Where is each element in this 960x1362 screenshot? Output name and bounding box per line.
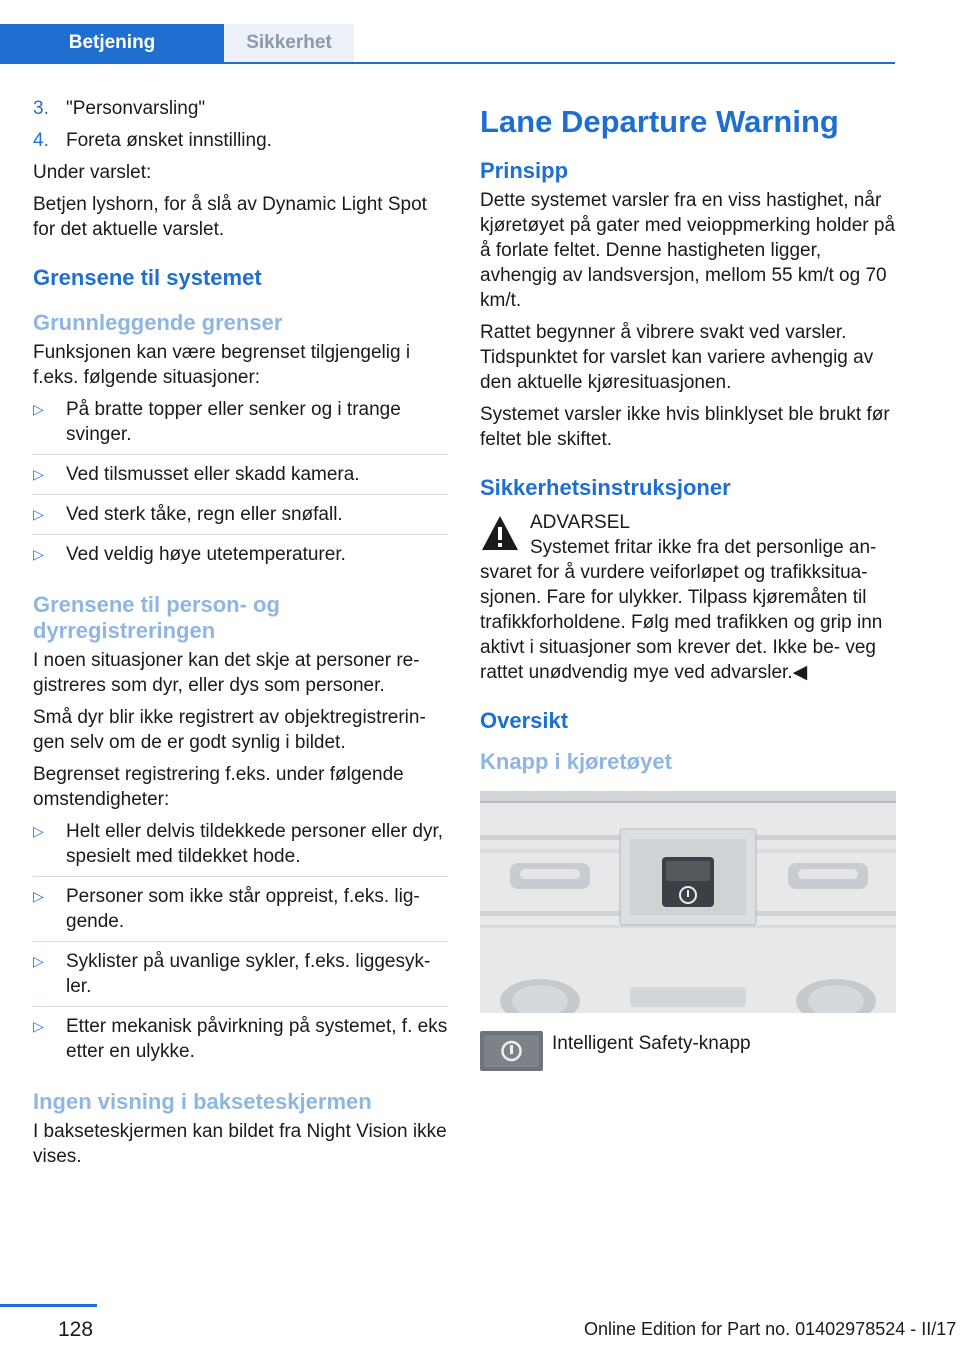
section-heading: Sikkerhetsinstruksjoner — [480, 475, 731, 500]
step-number: 4. — [33, 130, 49, 151]
paragraph: Under varslet: — [33, 162, 152, 183]
list-item-text: På bratte topper eller senker og i trange svinger. — [66, 399, 401, 445]
subsection-heading: Knapp i kjøretøyet — [480, 749, 672, 774]
page-number: 128 — [58, 1318, 94, 1341]
footer-rule — [0, 1304, 97, 1307]
dashboard-photo — [480, 791, 896, 1013]
section-heading: Prinsipp — [480, 158, 569, 183]
step-text: Foreta ønsket innstilling. — [66, 130, 272, 151]
bullet-list — [33, 819, 448, 1071]
list-item-text: Syklister på uvanlige sykler, f.eks. liggesyk‐ ler. — [66, 951, 431, 997]
triangle-bullet-icon: ▷ — [33, 401, 44, 417]
paragraph: Rattet begynner å vibrere svakt ved varsler. Tidspunktet for varslet kan variere avhengig av den aktuelle kjøresituasjonen. — [480, 322, 874, 393]
list-item — [33, 1014, 448, 1071]
list-item — [33, 397, 448, 455]
paragraph: I bakseteskjermen kan bildet fra Night Vision ikke vises. — [33, 1121, 447, 1167]
tab-betjening[interactable]: Betjening — [0, 24, 224, 62]
list-item-text: Etter mekanisk påvirkning på systemet, f. eks etter en ulykke. — [66, 1016, 448, 1062]
list-item-text: Helt eller delvis tildekkede personer eller dyr, spesielt med tildekket hode. — [66, 821, 444, 867]
subsection-heading: Ingen visning i bakseteskjermen — [33, 1089, 372, 1114]
triangle-bullet-icon: ▷ — [33, 546, 44, 562]
list-item-text: Ved tilsmusset eller skadd kamera. — [66, 464, 360, 485]
intelligent-safety-button-icon — [480, 1031, 543, 1071]
paragraph: Begrenset registrering f.eks. under følgende omstendigheter: — [33, 764, 404, 810]
paragraph: Systemet varsler ikke hvis blinklyset ble brukt før feltet ble skiftet. — [480, 404, 890, 450]
step-text: "Personvarsling" — [66, 98, 206, 119]
chapter-tabbar — [0, 24, 895, 64]
numbered-step — [33, 96, 448, 121]
dashboard-illustration — [480, 791, 896, 1013]
triangle-bullet-icon: ▷ — [33, 506, 44, 522]
left-column — [33, 96, 448, 1176]
paragraph: Små dyr blir ikke registrert av objektregistrerin‐ gen selv om de er godt synlig i bildet. — [33, 707, 426, 753]
triangle-bullet-icon: ▷ — [33, 466, 44, 482]
numbered-step — [33, 128, 448, 153]
list-item — [33, 542, 448, 574]
step-number: 3. — [33, 98, 49, 119]
warning-box — [480, 510, 896, 685]
paragraph: Betjen lyshorn, for å slå av Dynamic Light Spot for det aktuelle varslet. — [33, 194, 427, 240]
section-heading: Oversikt — [480, 708, 569, 733]
subsection-heading: Grensene til person- og dyrregistreringen — [33, 592, 280, 643]
paragraph: Funksjonen kan være begrenset tilgjengelig i f.eks. følgende situasjoner: — [33, 342, 411, 388]
bullet-list — [33, 397, 448, 574]
paragraph: Dette systemet varsler fra en viss hastighet, når kjøretøyet på gater med veioppmerking holder på å forlate feltet. Denne hastigheten ligger, avhengig av landsversjon, mellom 55 km/t og 70 km/t. — [480, 190, 896, 311]
warning-text: Systemet fritar ikke fra det personlige an‐ — [530, 537, 877, 558]
list-item — [33, 462, 448, 495]
button-legend — [480, 1031, 896, 1081]
list-item-text: Personer som ikke står oppreist, f.eks. lig‐ gende. — [66, 886, 420, 932]
warning-text: svaret for å vurdere veiforløpet og trafikksitua‐ sjonen. Fare for ulykker. Tilpass kjøremåten til trafikkforholdene. Følg med trafikken og grip inn aktivt i situasjoner som krever det. Ikke be‐ veg rattet unødvendig mye ved advarsler.◀ — [480, 562, 883, 683]
triangle-bullet-icon: ▷ — [33, 953, 44, 969]
list-item — [33, 502, 448, 535]
list-item-text: Ved sterk tåke, regn eller snøfall. — [66, 504, 343, 525]
warning-title: ADVARSEL — [530, 512, 630, 533]
triangle-bullet-icon: ▷ — [33, 888, 44, 904]
list-item — [33, 949, 448, 1007]
right-column — [480, 96, 896, 1081]
edition-info: Online Edition for Part no. 01402978524 - II/17 — [584, 1319, 957, 1339]
button-legend-label: Intelligent Safety-knapp — [552, 1033, 751, 1054]
list-item — [33, 819, 448, 877]
page-title: Lane Departure Warning — [480, 104, 839, 139]
triangle-bullet-icon: ▷ — [33, 1018, 44, 1034]
section-heading: Grensene til systemet — [33, 265, 262, 290]
list-item-text: Ved veldig høye utetemperaturer. — [66, 544, 346, 565]
subsection-heading: Grunnleggende grenser — [33, 310, 283, 335]
tab-sikkerhet[interactable]: Sikkerhet — [224, 24, 354, 62]
warning-icon — [480, 514, 520, 552]
list-item — [33, 884, 448, 942]
paragraph: I noen situasjoner kan det skje at personer re‐ gistreres som dyr, eller dys som personer. — [33, 650, 420, 696]
triangle-bullet-icon: ▷ — [33, 823, 44, 839]
